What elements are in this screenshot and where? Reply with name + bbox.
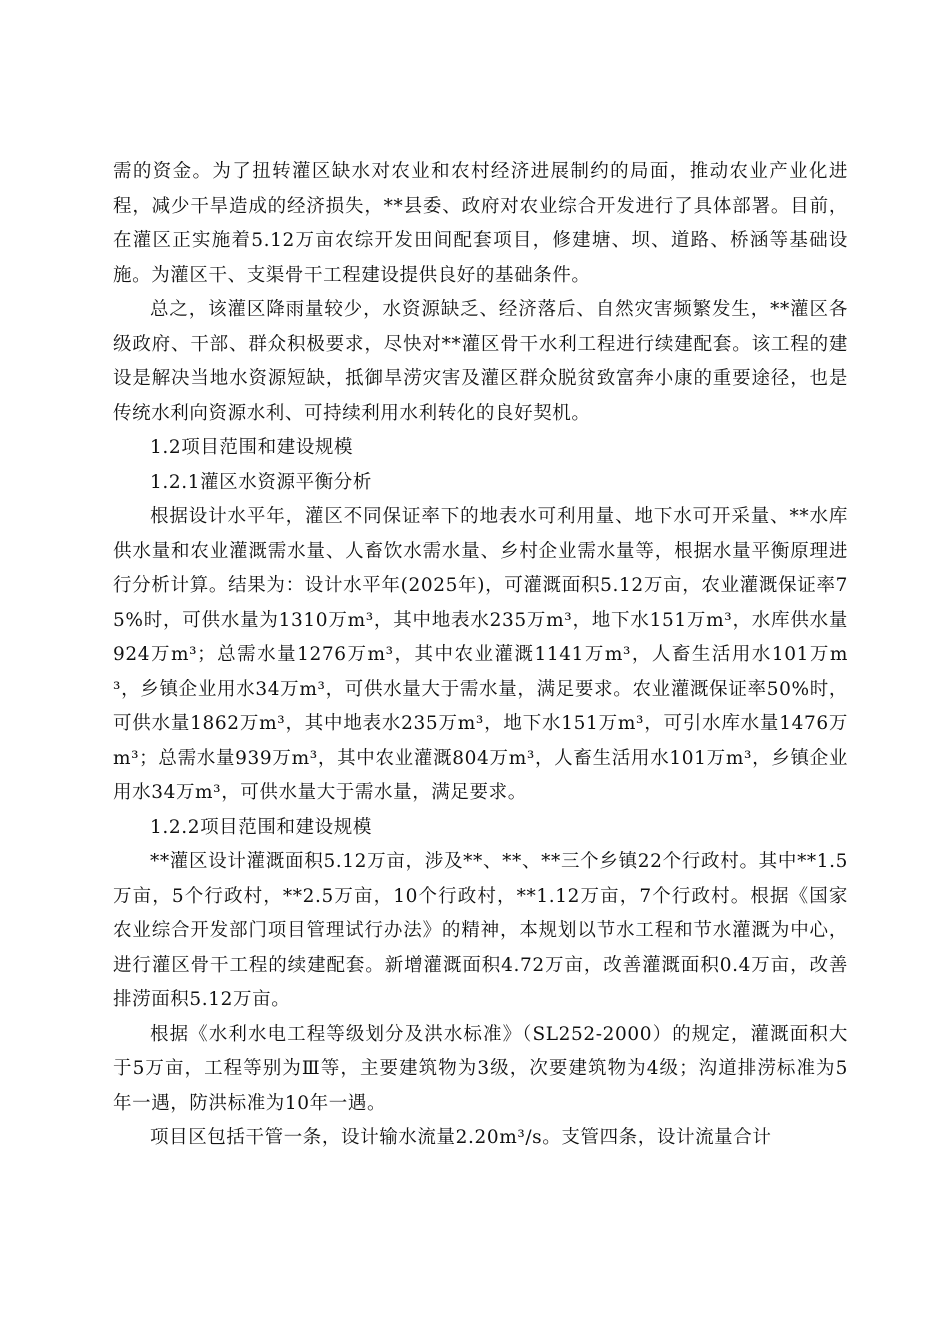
section-heading-1-2-1: 1.2.1灌区水资源平衡分析 — [150, 471, 372, 493]
paragraph-water-balance: 根据设计水平年，灌区不同保证率下的地表水可利用量、地下水可开采量、**水库供水量和农业灌溉需水量、人畜饮水需水量、乡村企业需水量等，根据水量平衡原理进行分析计算。结果为：设计水平年(2025年)，可灌溉面积5.12万亩，农业灌溉保证率75%时，可供水量为1310万m³，其中地表水235万m³，地下水151万m³，水库供水量924万m³；总需水量1276万m³，其中农业灌溉1141万m³，人畜生活用水101万m³，乡镇企业用水34万m³，可供水量大于需水量，满足要求。农业灌溉保证率50%时，可供水量1862万m³，其中地表水235万m³，地下水151万m³，可引水库水量1476万m³；总需水量939万m³，其中农业灌溉804万m³，人畜生活用水101万m³，乡镇企业用水34万m³，可供水量大于需水量，满足要求。 — [113, 506, 848, 803]
paragraph-project-pipes: 项目区包括干管一条，设计输水流量2.20m³/s。支管四条，设计流量合计 — [150, 1127, 772, 1148]
paragraph-funding-continuation: 需的资金。为了扭转灌区缺水对农业和农村经济进展制约的局面，推动农业产业化进程，减少干旱造成的经济损失，**县委、政府对农业综合开发进行了具体部署。目前，在灌区正实施着5.12万亩农综开发田间配套项目，修建塘、坝、道路、桥涵等基础设施。为灌区干、支渠骨干工程建设提供良好的基础条件。 — [113, 161, 848, 286]
paragraph-engineering-grade: 根据《水利水电工程等级划分及洪水标准》（SL252-2000）的规定，灌溉面积大于5万亩，工程等别为Ⅲ等，主要建筑物为3级，次要建筑物为4级；沟道排涝标准为5年一遇，防洪标准为10年一遇。 — [113, 1023, 848, 1114]
paragraph-irrigation-area: **灌区设计灌溉面积5.12万亩，涉及**、**、**三个乡镇22个行政村。其中**1.5万亩，5个行政村，**2.5万亩，10个行政村，**1.12万亩，7个行政村。根据《国家农业综合开发部门项目管理试行办法》的精神，本规划以节水工程和节水灌溉为中心，进行灌区骨干工程的续建配套。新增灌溉面积4.72万亩，改善灌溉面积0.4万亩，改善排涝面积5.12万亩。 — [113, 851, 848, 1010]
section-heading-1-2-2: 1.2.2项目范围和建设规模 — [150, 816, 372, 838]
document-body — [113, 155, 848, 1156]
section-heading-1-2: 1.2项目范围和建设规模 — [150, 437, 354, 458]
paragraph-summary: 总之，该灌区降雨量较少，水资源缺乏、经济落后、自然灾害频繁发生，**灌区各级政府、干部、群众积极要求，尽快对**灌区骨干水利工程进行续建配套。该工程的建设是解决当地水资源短缺，抵御旱涝灾害及灌区群众脱贫致富奔小康的重要途径，也是传统水利向资源水利、可持续利用水利转化的良好契机。 — [113, 299, 848, 424]
